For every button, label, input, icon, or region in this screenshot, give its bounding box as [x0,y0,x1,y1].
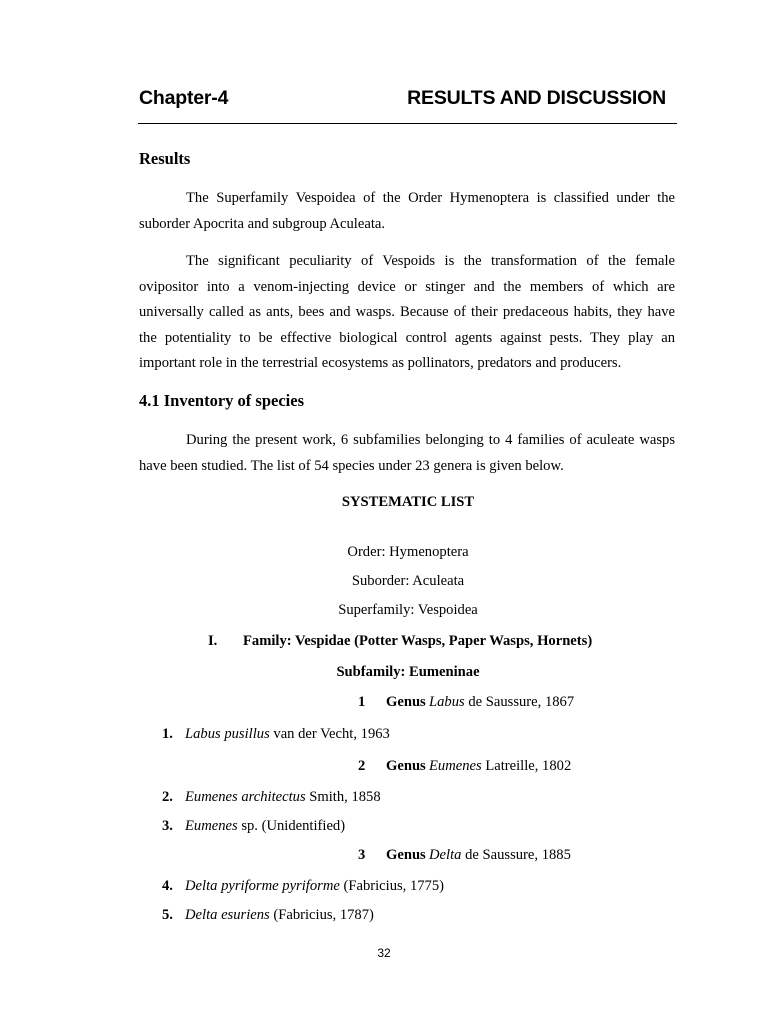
page-number: 32 [377,946,391,960]
suborder-line: Suborder: Aculeata [351,573,465,589]
chapter-title: RESULTS AND DISCUSSION [407,87,666,109]
genus-line [358,758,571,775]
genus-author: de Saussure, 1885 [461,847,571,863]
genus-label: Genus [386,758,426,774]
species-author: (Fabricius, 1775) [339,878,445,894]
species-line [162,878,444,895]
species-author: van der Vecht, 1963 [269,726,390,742]
genus-number: 3 [358,847,366,863]
species-name: Eumenes [185,818,238,834]
chapter-header [139,84,677,116]
species-name: Eumenes architectus [185,789,306,805]
genus-number: 1 [358,694,366,710]
species-line [162,818,345,835]
superfamily-line: Superfamily: Vespoidea [338,602,478,618]
family-line [208,633,592,650]
species-line [162,789,381,806]
genus-label: Genus [386,847,426,863]
species-number: 1. [162,726,173,742]
genus-name: Delta [429,847,462,863]
species-author: Smith, 1858 [305,789,381,805]
subfamily-line: Subfamily: Eumeninae [336,664,480,680]
species-author: sp. (Unidentified) [237,818,346,834]
family-number: I. [208,633,218,649]
genus-name: Eumenes [429,758,482,774]
genus-label: Genus [386,694,426,710]
species-name: Delta esuriens [185,907,270,923]
paragraph-inventory: During the present work, 6 subfamilies belonging to 4 families of aculeate wasps have been studied. The list of 54 species under 23 genera is given below. [139,432,675,474]
genus-name: Labus [429,694,465,710]
genus-number: 2 [358,758,366,774]
genus-author: de Saussure, 1867 [464,694,575,710]
header-rule [138,123,677,124]
genus-line [358,847,571,864]
section-heading: 4.1 Inventory of species [139,391,304,410]
paragraph-superfamily: The Superfamily Vespoidea of the Order Hymenoptera is classified under the suborder Apocrita and subgroup Aculeata. [139,190,675,232]
species-name: Delta pyriforme pyriforme [185,878,340,894]
species-number: 5. [162,907,173,923]
species-name: Labus pusillus [185,726,270,742]
order-line: Order: Hymenoptera [347,544,469,560]
results-heading: Results [139,149,191,168]
species-number: 3. [162,818,173,834]
chapter-number: Chapter-4 [139,87,229,109]
family-name: Family: Vespidae (Potter Wasps, Paper Wasps, Hornets) [243,633,593,649]
species-line [162,907,374,924]
systematic-list-title: SYSTEMATIC LIST [341,494,475,510]
species-line [162,726,390,743]
genus-author: Latreille, 1802 [481,758,572,774]
species-author: (Fabricius, 1787) [269,907,374,923]
species-number: 2. [162,789,173,805]
genus-line [358,694,574,711]
paragraph-peculiarity: The significant peculiarity of Vespoids is the transformation of the female ovipositor into a venom-injecting device or stinger and the members of which are universally called as ants, bees and wasps. Because of their predaceous habits, they have the potentiality to be effective biological control agents against pests. They play an important role in the terrestrial ecosystems as pollinators, predators and producers. [139,253,675,371]
species-number: 4. [162,878,173,894]
